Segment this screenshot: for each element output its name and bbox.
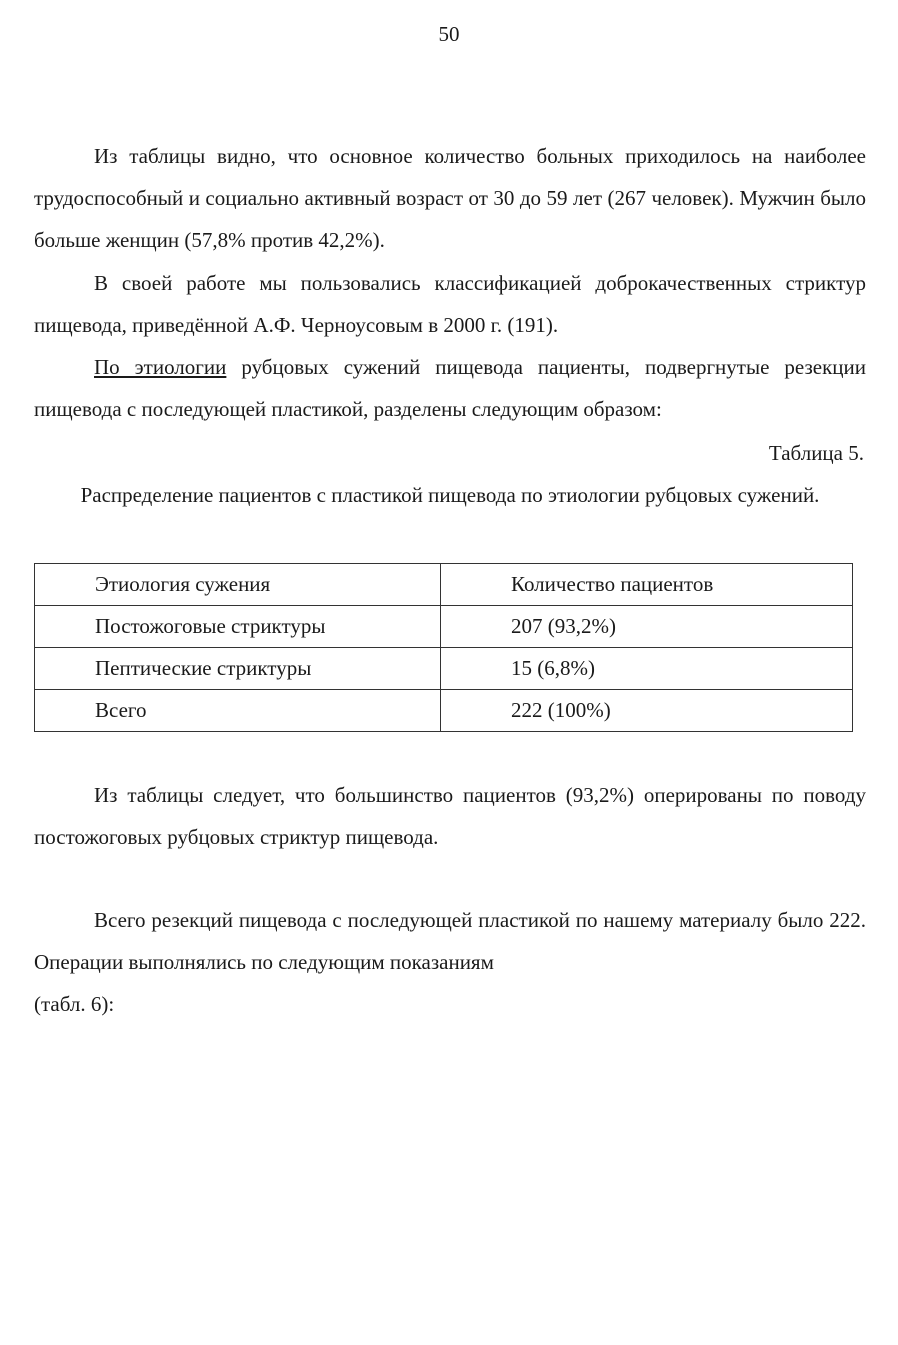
- paragraph-resections: [34, 899, 866, 983]
- paragraph-text: (табл. 6):: [34, 992, 115, 1016]
- paragraph-text: Из таблицы следует, что большинство пациентов (93,2%) оперированы по поводу постожоговых рубцовых стриктур пищевода.: [34, 783, 866, 849]
- table-cell: 222 (100%): [441, 690, 853, 732]
- paragraph-conclusion: [34, 774, 866, 858]
- paragraph-text: Всего резекций пищевода с последующей пластикой по нашему материалу было 222. Операции выполнялись по следующим показаниям: [34, 908, 866, 974]
- paragraph-text: В своей работе мы пользовались классификацией доброкачественных стриктур пищевода, приведённой А.Ф. Черноусовым в 2000 г. (191).: [34, 271, 866, 337]
- table-header-cell: Количество пациентов: [441, 564, 853, 606]
- table-header-cell: Этиология сужения: [35, 564, 441, 606]
- paragraph-text: Из таблицы видно, что основное количество больных приходилось на наиболее трудоспособный и социально активный возраст от 30 до 59 лет (267 человек). Мужчин было больше женщин (57,8% против 42,2%).: [34, 144, 866, 252]
- paragraph-classification: [34, 262, 866, 346]
- underlined-phrase: По этиологии: [94, 355, 227, 379]
- paragraph-text: [34, 346, 866, 430]
- page-number: 50: [438, 22, 460, 46]
- paragraph-table-reference: [34, 983, 866, 1025]
- table-row: [35, 606, 853, 648]
- table-cell: Постожоговые стриктуры: [35, 606, 441, 648]
- paragraph-text-rest: рубцовых сужений пищевода пациенты, подвергнутые резекции пищевода с последующей пластикой, разделены следующим образом:: [34, 355, 866, 421]
- table-row: [35, 690, 853, 732]
- paragraph-age-distribution: [34, 135, 866, 261]
- table-cell: Пептические стриктуры: [35, 648, 441, 690]
- table-caption: Распределение пациентов с пластикой пищевода по этиологии рубцовых сужений.: [80, 483, 820, 507]
- etiology-table: [34, 563, 853, 732]
- table-row: [35, 648, 853, 690]
- table-cell: 207 (93,2%): [441, 606, 853, 648]
- paragraph-etiology: [34, 346, 866, 430]
- table-cell: Всего: [35, 690, 441, 732]
- table-cell: 15 (6,8%): [441, 648, 853, 690]
- table-header-row: [35, 564, 853, 606]
- table-label: Таблица 5.: [768, 441, 864, 465]
